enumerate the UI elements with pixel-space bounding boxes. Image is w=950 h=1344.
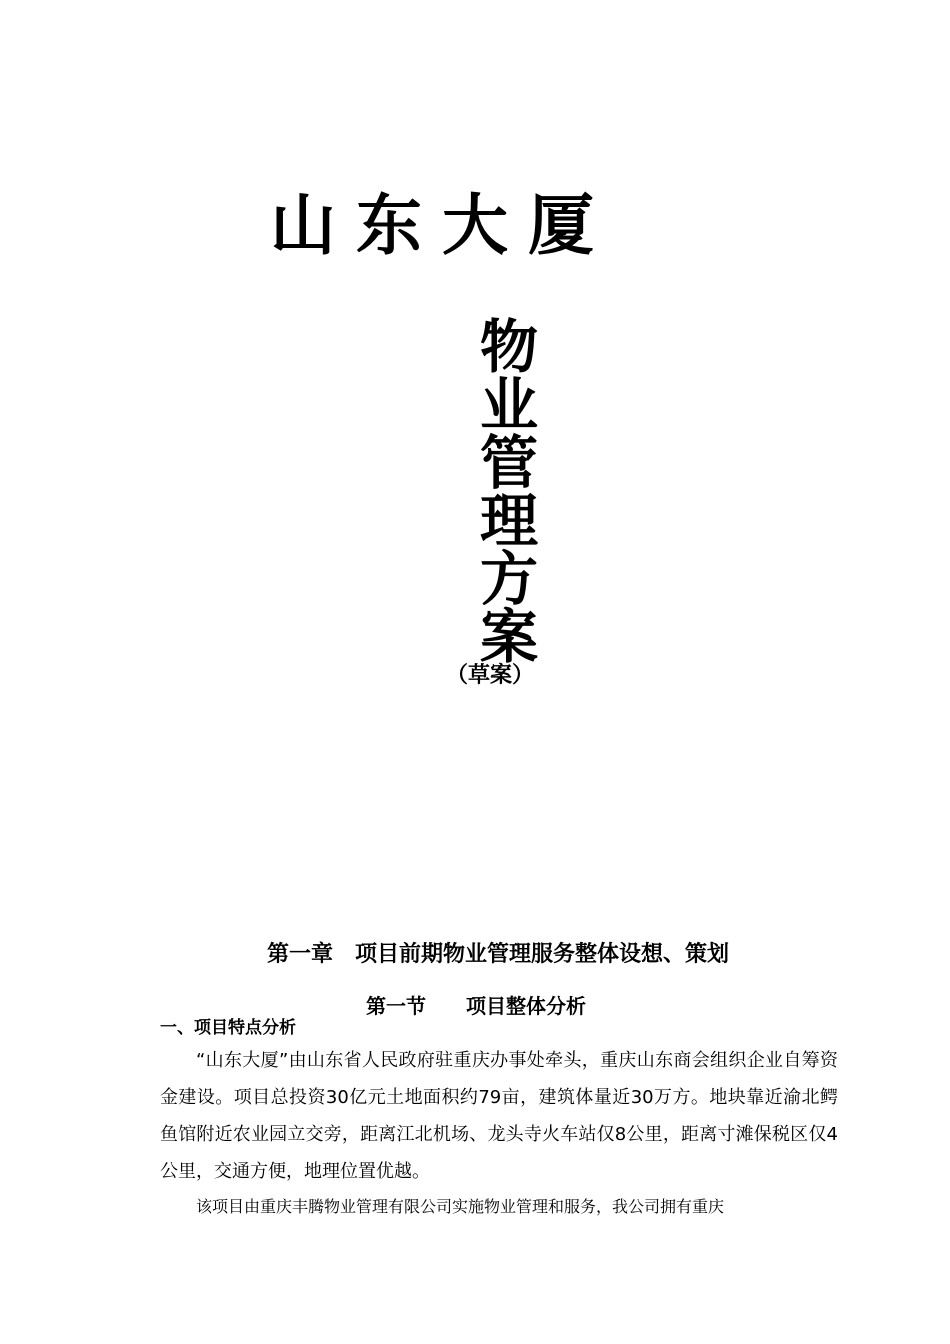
draft-label: （草案）: [446, 663, 535, 688]
cover-subtitle: 物业管理方案: [470, 316, 538, 664]
chapter-heading: 第一章 项目前期物业管理服务整体设想、策划: [266, 942, 729, 967]
body-paragraph: “山东大厦”由山东省人民政府驻重庆办事处牵头，重庆山东商会组织企业自筹资金建设。项目总投资30亿元土地面积约79亩，建筑体量近30万方。地块靠近渝北鳄鱼馆附近农业园立交旁，距离江北机场、龙头寺火车站仅8公里，距离寸滩保税区仅4公里，交通方便，地理位置优越。: [160, 1050, 838, 1182]
body-paragraph: 该项目由重庆丰腾物业管理有限公司实施物业管理和服务，我公司拥有重庆: [196, 1197, 725, 1216]
cover-title: 山东大厦: [270, 187, 614, 264]
section-heading: 第一节 项目整体分析: [366, 994, 586, 1018]
subheading: 一、项目特点分析: [160, 1018, 296, 1038]
